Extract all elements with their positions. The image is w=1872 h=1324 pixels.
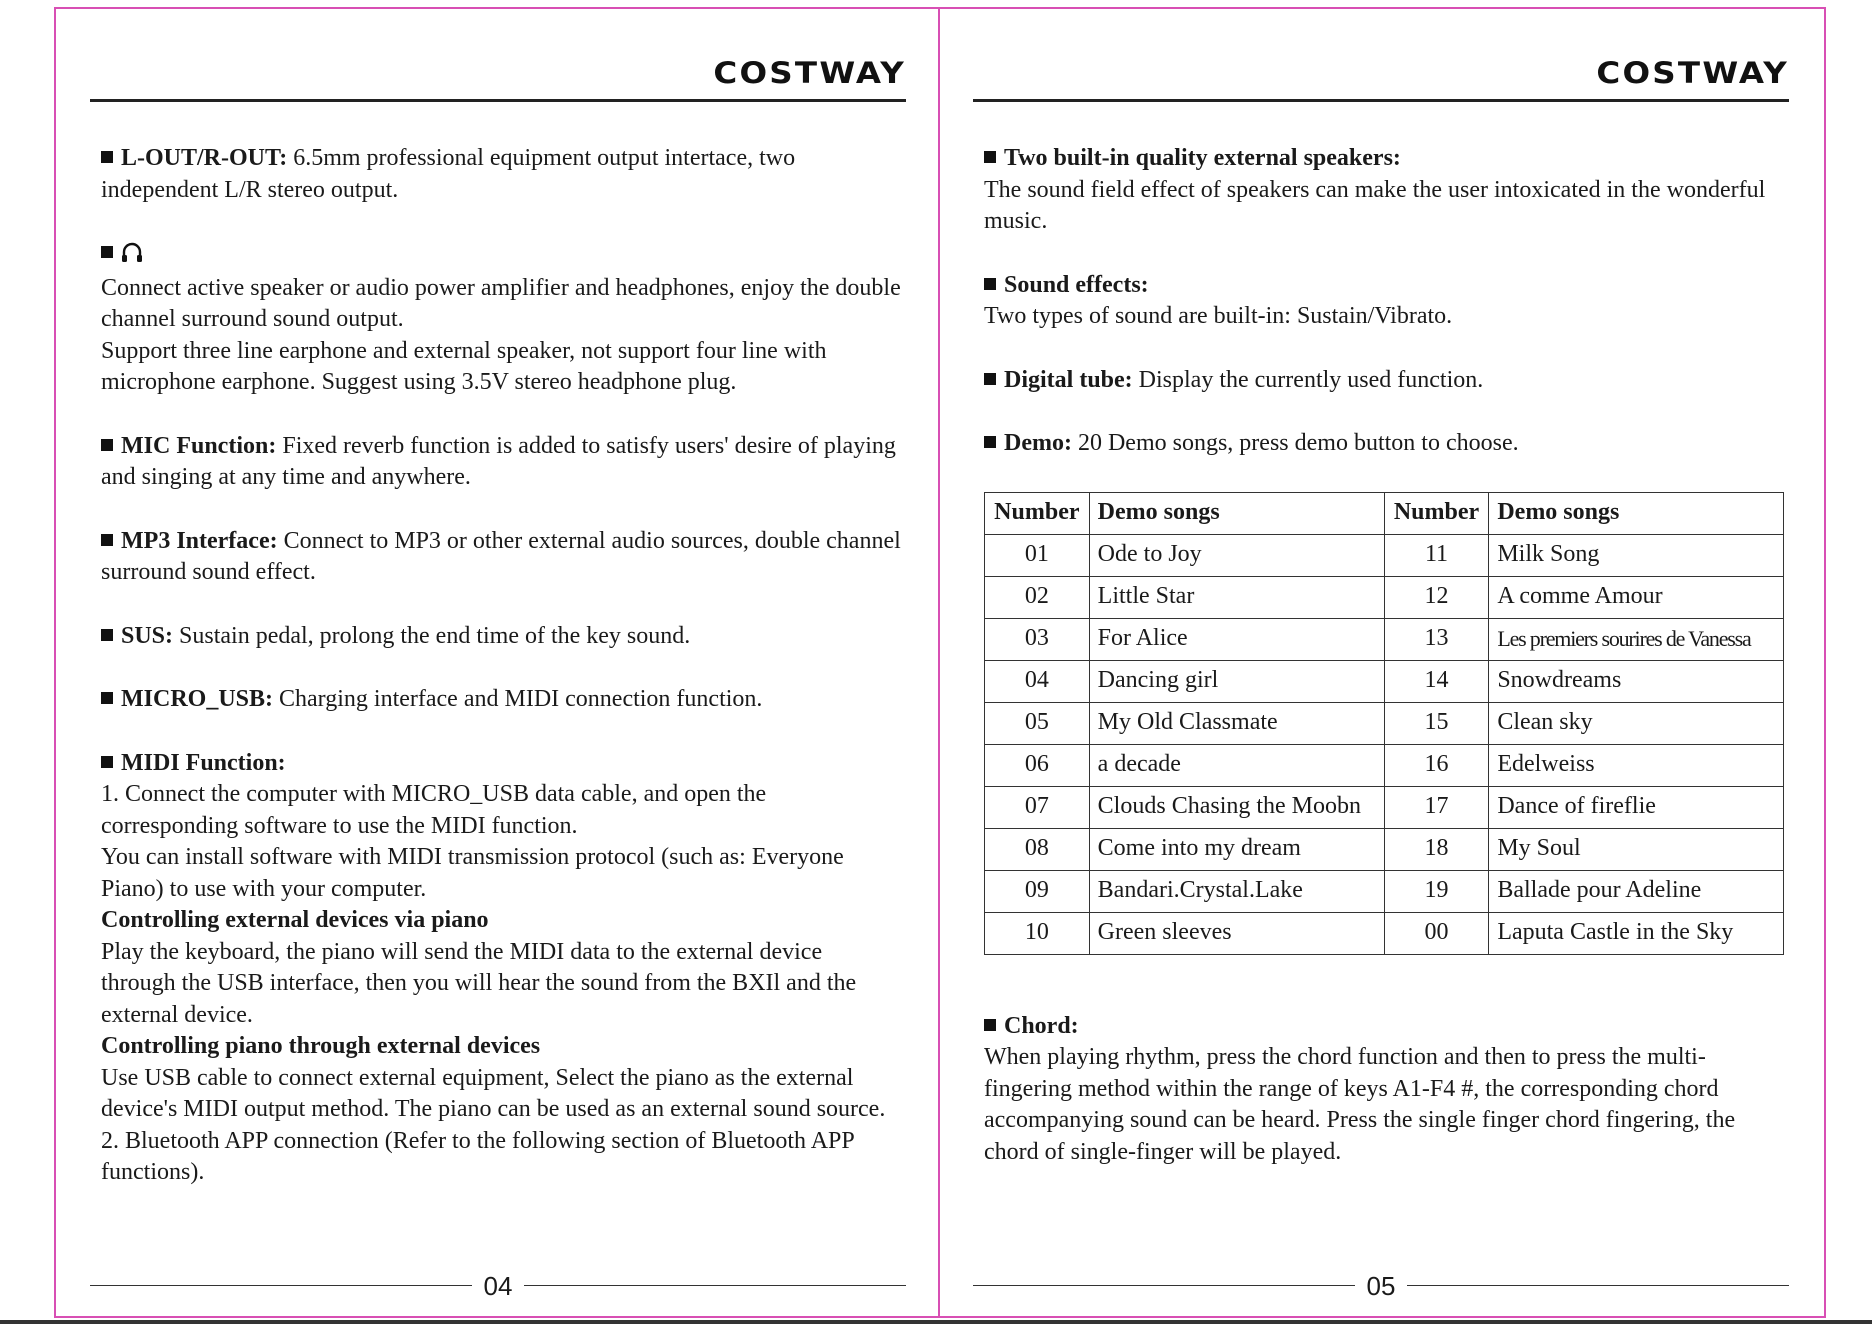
micro-usb-label: MICRO_USB: [121, 686, 274, 712]
song-title-cell: Laputa Castle in the Sky [1489, 912, 1784, 954]
sus-label: SUS: [121, 622, 174, 649]
lout-section [101, 143, 901, 206]
micro-usb-section [101, 684, 901, 716]
lout-text: 6.5mm professional equipment output intertace, two independent L/R stereo output. [101, 145, 796, 203]
sound-effects-label: Sound effects: [1004, 271, 1149, 298]
headphone-text-1: Connect active speaker or audio power amplifier and headphones, enjoy the double channel surround sound output. [101, 274, 901, 332]
song-title-cell: Dancing girl [1089, 660, 1384, 702]
bullet-square-icon [984, 436, 996, 448]
headphones-icon [121, 241, 143, 273]
footer-rule [1407, 1285, 1789, 1286]
table-row [985, 786, 1784, 828]
chord-label: Chord: [1004, 1012, 1079, 1039]
midi-paragraph-2: You can install software with MIDI transmission protocol (such as: Everyone Piano) to use with your computer. [101, 844, 844, 902]
digital-tube-section [984, 365, 1784, 397]
song-number-cell: 09 [985, 870, 1090, 912]
footer-rule [90, 1285, 472, 1286]
sound-effects-section [984, 270, 1784, 333]
page-divider [938, 9, 940, 1316]
demo-label: Demo: [1004, 430, 1072, 456]
song-number-cell: 16 [1384, 744, 1489, 786]
bullet-square-icon [101, 246, 113, 258]
song-title-cell: For Alice [1089, 618, 1384, 660]
right-footer [973, 1271, 1789, 1301]
song-number-cell: 01 [985, 534, 1090, 576]
footer-rule [973, 1285, 1355, 1286]
song-title-cell: A comme Amour [1489, 576, 1784, 618]
song-number-cell: 18 [1384, 828, 1489, 870]
song-title-cell: My Old Classmate [1089, 702, 1384, 744]
right-body [984, 143, 1784, 1200]
page-number: 05 [1366, 1271, 1396, 1301]
song-number-cell: 06 [985, 744, 1090, 786]
left-page [90, 9, 906, 1316]
table-row [985, 912, 1784, 954]
bullet-square-icon [101, 756, 113, 768]
song-number-cell: 19 [1384, 870, 1489, 912]
chord-text: When playing rhythm, press the chord function and then to press the multi-fingering method within the range of keys A1-F4 #, the corresponding chord accompanying sound can be heard. Press the single finger chord fingering, the chord of single-finger will be played. [984, 1044, 1736, 1165]
footer-rule [524, 1285, 906, 1286]
bullet-square-icon [984, 1019, 996, 1031]
mic-label: MIC Function: [121, 432, 277, 459]
song-number-cell: 13 [1384, 618, 1489, 660]
column-header: Demo songs [1489, 492, 1784, 534]
table-row [985, 702, 1784, 744]
right-header [973, 49, 1789, 102]
demo-section [984, 428, 1784, 460]
midi-label: MIDI Function: [121, 749, 286, 776]
headphone-heading [101, 238, 901, 273]
song-number-cell: 03 [985, 618, 1090, 660]
table-row [985, 618, 1784, 660]
song-title-cell: Dance of fireflie [1489, 786, 1784, 828]
chord-section [984, 1011, 1784, 1169]
song-title-cell: Les premiers sourires de Vanessa [1489, 618, 1784, 660]
song-number-cell: 04 [985, 660, 1090, 702]
song-number-cell: 05 [985, 702, 1090, 744]
song-number-cell: 02 [985, 576, 1090, 618]
song-number-cell: 00 [1384, 912, 1489, 954]
bullet-square-icon [101, 439, 113, 451]
mp3-section [101, 526, 901, 589]
sound-effects-text: Two types of sound are built-in: Sustain/Vibrato. [984, 303, 1453, 329]
song-title-cell: Clean sky [1489, 702, 1784, 744]
song-title-cell: Bandari.Crystal.Lake [1089, 870, 1384, 912]
left-header [90, 49, 906, 102]
digital-tube-text: Display the currently used function. [1132, 366, 1484, 393]
digital-tube-label: Digital tube: [1004, 366, 1133, 393]
song-number-cell: 14 [1384, 660, 1489, 702]
table-row [985, 870, 1784, 912]
song-title-cell: Green sleeves [1089, 912, 1384, 954]
bullet-square-icon [101, 151, 113, 163]
midi-subheading-2: Controlling piano through external devices [101, 1033, 541, 1059]
headphone-section [101, 238, 901, 399]
left-body [101, 143, 901, 1221]
song-title-cell: My Soul [1489, 828, 1784, 870]
song-title-cell: Ballade pour Adeline [1489, 870, 1784, 912]
mic-section [101, 431, 901, 494]
bullet-square-icon [984, 373, 996, 385]
bullet-square-icon [101, 534, 113, 546]
midi-paragraph-5: 2. Bluetooth APP connection (Refer to the following section of Bluetooth APP functions). [101, 1127, 854, 1185]
table-row [985, 576, 1784, 618]
mp3-text: Connect to MP3 or other external audio sources, double channel surround sound effect. [101, 527, 901, 585]
song-number-cell: 07 [985, 786, 1090, 828]
table-header-row [985, 492, 1784, 534]
song-number-cell: 08 [985, 828, 1090, 870]
bullet-square-icon [101, 629, 113, 641]
lout-label: L-OUT/R-OUT: [121, 145, 288, 171]
headphone-text-2: Support three line earphone and external speaker, not support four line with microphone earphone. Suggest using 3.5V stereo headphone plug. [101, 337, 827, 395]
right-page [973, 9, 1789, 1316]
midi-paragraph-1: 1. Connect the computer with MICRO_USB data cable, and open the corresponding software to use the MIDI function. [101, 781, 767, 839]
song-number-cell: 17 [1384, 786, 1489, 828]
brand-logo: COSTWAY [1596, 56, 1789, 90]
song-title-cell: Milk Song [1489, 534, 1784, 576]
micro-usb-text: Charging interface and MIDI connection function. [273, 686, 763, 712]
table-row [985, 660, 1784, 702]
sus-text: Sustain pedal, prolong the end time of the key sound. [173, 622, 691, 649]
demo-songs-table [984, 492, 1784, 955]
bottom-edge-rule [0, 1320, 1872, 1324]
midi-paragraph-3: Play the keyboard, the piano will send the MIDI data to the external device through the USB interface, then you will hear the sound from the BXIl and the external device. [101, 938, 857, 1028]
bullet-square-icon [984, 278, 996, 290]
demo-text: 20 Demo songs, press demo button to choose. [1071, 430, 1519, 456]
table-row [985, 744, 1784, 786]
mic-text: Fixed reverb function is added to satisfy users' desire of playing and singing at any time and anywhere. [101, 432, 896, 490]
song-title-cell: Ode to Joy [1089, 534, 1384, 576]
song-number-cell: 15 [1384, 702, 1489, 744]
speakers-section [984, 143, 1784, 238]
column-header: Number [1384, 492, 1489, 534]
song-number-cell: 10 [985, 912, 1090, 954]
speakers-label: Two built-in quality external speakers: [1004, 145, 1401, 171]
midi-paragraph-4: Use USB cable to connect external equipment, Select the piano as the external device's MIDI output method. The piano can be used as an external sound source. [101, 1064, 886, 1122]
mp3-label: MP3 Interface: [121, 527, 278, 554]
song-title-cell: a decade [1089, 744, 1384, 786]
sus-section [101, 621, 901, 653]
page-number: 04 [483, 1271, 513, 1301]
midi-subheading-1: Controlling external devices via piano [101, 907, 489, 933]
brand-logo: COSTWAY [713, 56, 906, 90]
song-title-cell: Edelweiss [1489, 744, 1784, 786]
song-number-cell: 11 [1384, 534, 1489, 576]
bullet-square-icon [984, 151, 996, 163]
table-body [985, 534, 1784, 954]
bullet-square-icon [101, 692, 113, 704]
song-title-cell: Little Star [1089, 576, 1384, 618]
song-title-cell: Snowdreams [1489, 660, 1784, 702]
table-row [985, 534, 1784, 576]
song-number-cell: 12 [1384, 576, 1489, 618]
midi-section [101, 748, 901, 1189]
page-spread [54, 7, 1826, 1318]
speakers-text: The sound field effect of speakers can make the user intoxicated in the wonderful music. [984, 176, 1766, 234]
table-row [985, 828, 1784, 870]
column-header: Demo songs [1089, 492, 1384, 534]
song-title-cell: Clouds Chasing the Moobn [1089, 786, 1384, 828]
song-title-cell: Come into my dream [1089, 828, 1384, 870]
left-footer [90, 1271, 906, 1301]
column-header: Number [985, 492, 1090, 534]
